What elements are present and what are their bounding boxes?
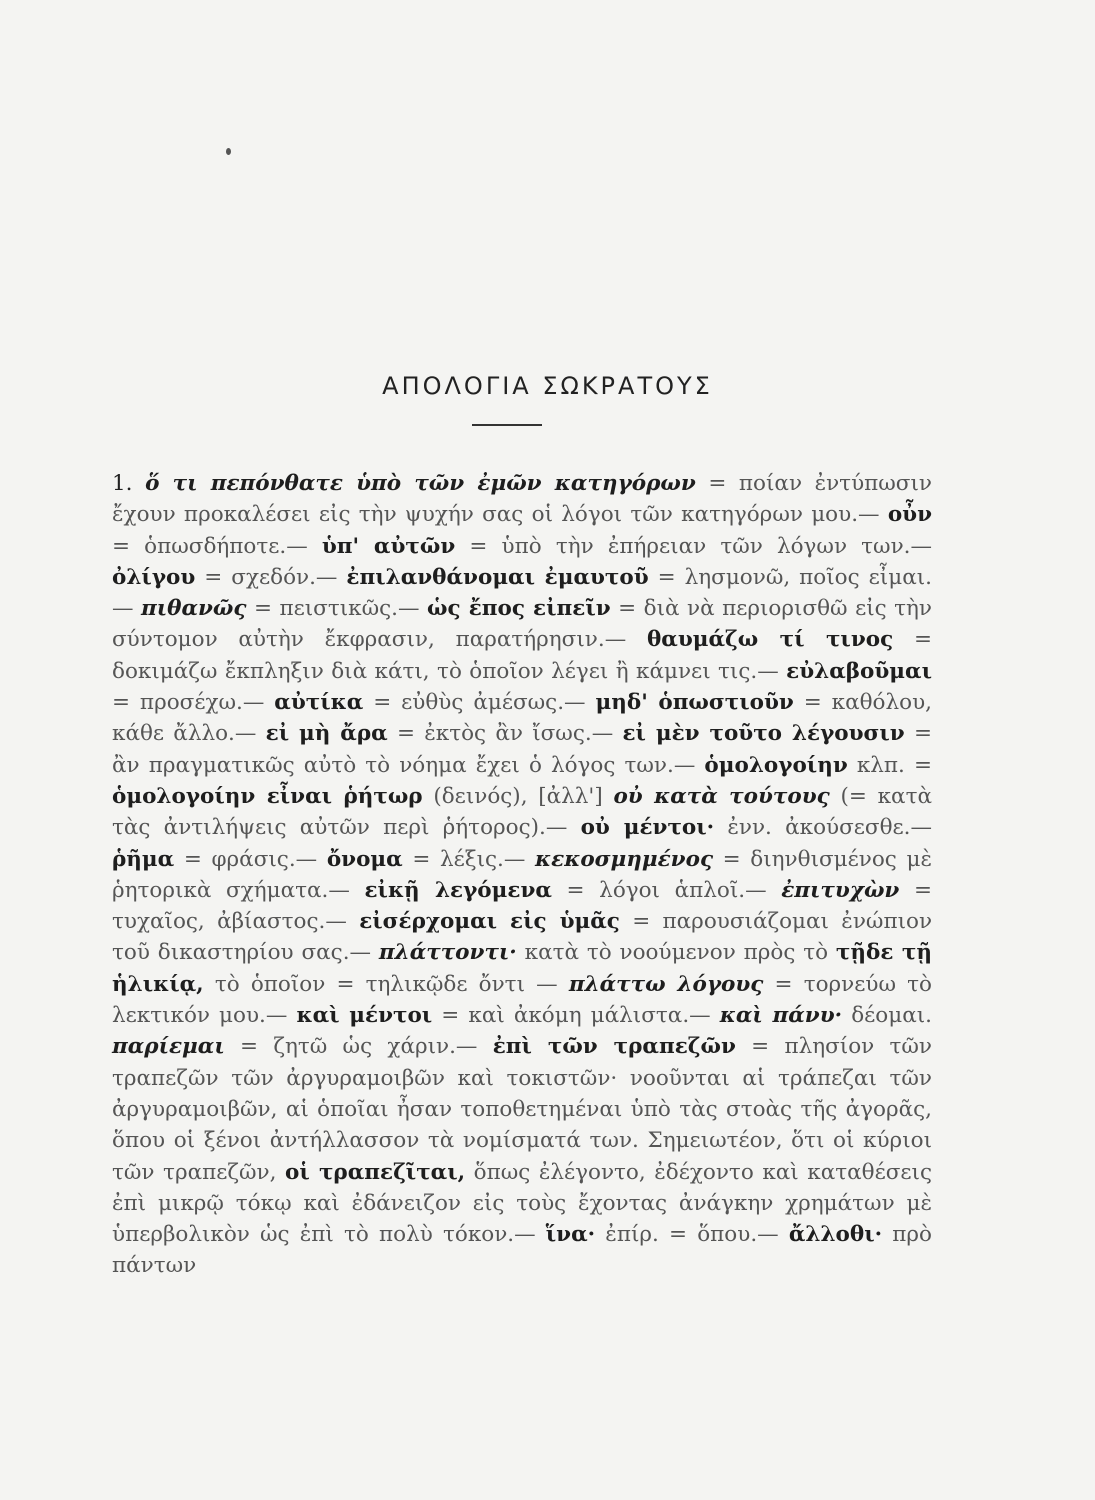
gloss-text: = καὶ ἀκόμη μάλιστα.— — [432, 1003, 720, 1029]
lemma-text: ἐπιτυχὼν — [781, 877, 900, 903]
gloss-text: = λησμονῶ, ποῖος εἶμαι.— — [112, 564, 932, 622]
lemma-text: οἱ τραπεζῖται, — [285, 1159, 466, 1185]
gloss-text: = εὐθὺς ἀμέσως.— — [363, 690, 596, 716]
gloss-text: δέομαι. — [842, 1003, 933, 1029]
lemma-text: ὁμολογοίην εἶναι ῥήτωρ — [112, 783, 423, 809]
lemma-text: ὡς ἔπος εἰπεῖν — [427, 596, 611, 622]
lemma-text: ἄλλοθι· — [788, 1222, 883, 1248]
lemma-text: παρίεμαι — [112, 1034, 225, 1060]
ink-speck — [226, 148, 231, 155]
lemma-text: ἐπὶ τῶν τραπεζῶν — [492, 1034, 736, 1060]
lemma-text: ῥῆμα — [112, 846, 175, 872]
lemma-text: πλάττω λόγους — [568, 971, 764, 997]
lemma-text: αὐτίκα — [274, 690, 364, 716]
lemma-text: καὶ μέντοι — [296, 1003, 433, 1029]
gloss-text: = παρουσιάζομαι ἐνώπιον τοῦ δικαστηρίου σας.— — [112, 909, 933, 966]
gloss-text: = ὑπὸ τὴν ἐπήρειαν τῶν λόγων των.— — [455, 533, 932, 559]
lemma-text: ἐπιλανθάνομαι ἐμαυτοῦ — [346, 564, 649, 590]
gloss-text: = ζητῶ ὡς χάριν.— — [224, 1034, 493, 1060]
gloss-text: = προσέχω.— — [112, 690, 275, 716]
gloss-text: ὅπως ἐλέγοντο, ἐδέχοντο καὶ καταθέσεις ἐπὶ μικρῷ τόκῳ καὶ ἐδάνειζον εἰς τοὺς ἔχοντας ἀνάγκην χρημάτων μὲ ὑπερβολικὸν ὡς ἐπὶ τὸ πολὺ τόκον.— — [112, 1159, 932, 1248]
gloss-text: = δοκιμάζω ἔκπληξιν διὰ κάτι, τὸ ὁποῖον λέγει ἢ κάμνει τις.— — [112, 627, 932, 684]
lemma-text: οὐ κατὰ τούτους — [613, 783, 830, 809]
gloss-text: ἐνν. ἀκούσεσθε.— — [714, 815, 932, 841]
gloss-text: = τορνεύω τὸ λεκτικόν μου.— — [112, 971, 932, 1029]
gloss-text: = σχεδόν.— — [195, 564, 347, 590]
lemma-text: εἰ μὴ ἄρα — [265, 721, 388, 747]
gloss-text: ἐπίρ. = ὅπου.— — [595, 1222, 789, 1248]
lemma-text: ἵνα· — [545, 1222, 596, 1248]
gloss-text: = λόγοι ἁπλοῖ.— — [551, 877, 782, 903]
lemma-text: θαυμάζω τί τινος — [646, 627, 894, 653]
gloss-text: = ποίαν ἐντύπωσιν ἔχουν προκαλέσει εἰς τὴν ψυχήν σας οἱ λόγοι τῶν κατηγόρων μου.— — [112, 471, 932, 528]
page-title: ΑΠΟΛΟΓΙΑ ΣΩΚΡΑΤΟΥΣ — [382, 372, 713, 400]
commentary-text — [112, 471, 932, 1278]
gloss-text: = καθόλου, κάθε ἄλλο.— — [112, 690, 932, 747]
gloss-text: = διηνθισμένος μὲ ῥητορικὰ σχήματα.— — [112, 846, 932, 903]
gloss-text: κλπ. = — [847, 752, 932, 778]
lemma-text: οὖν — [887, 502, 932, 528]
lemma-text: ὅ τι πεπόνθατε ὑπὸ τῶν ἐμῶν κατηγόρων — [145, 471, 696, 496]
gloss-text: = ἐκτὸς ἂν ἴσως.— — [387, 721, 623, 747]
gloss-text: = τυχαῖος, ἀβίαστος.— — [112, 877, 932, 935]
gloss-text: = φράσις.— — [174, 846, 327, 872]
gloss-text: = πλησίον τῶν τραπεζῶν τῶν ἀργυραμοιβῶν καὶ τοκιστῶν· νοοῦνται αἱ τράπεζαι τῶν ἀργυραμοιβῶν, αἱ ὁποῖαι ἦσαν τοποθετημέναι ὑπὸ τὰς στοὰς τῆς ἀγορᾶς, ὅπου οἱ ξένοι ἀντήλλασσον τὰ νομίσματά των. Σημειωτέον, ὅτι οἱ κύριοι τῶν τραπεζῶν, — [112, 1034, 932, 1185]
lemma-text: οὐ μέντοι· — [580, 815, 715, 841]
lemma-text: μηδ' ὁπωστιοῦν — [595, 690, 794, 716]
lemma-text: εἰσέρχομαι εἰς ὑμᾶς — [359, 909, 620, 935]
gloss-text: πρὸ πάντων — [112, 1222, 932, 1279]
lemma-text: ὀλίγου — [112, 564, 196, 590]
gloss-text: = λέξις.— — [402, 846, 536, 872]
lemma-text: εὐλαβοῦμαι — [786, 658, 932, 684]
gloss-text: (δεινός), [ἀλλ'] — [422, 783, 614, 809]
gloss-text: (= κατὰ τὰς ἀντιλήψεις αὐτῶν περὶ ῥήτορος).— — [112, 783, 932, 841]
lemma-text: ὑπ' αὐτῶν — [321, 533, 456, 559]
lemma-text: τῇδε τῇ ἡλικίᾳ, — [112, 940, 933, 997]
commentary-paragraph — [112, 468, 932, 1282]
lemma-text: εἰ μὲν τοῦτο λέγουσιν — [622, 721, 905, 747]
gloss-text: κατὰ τὸ νοούμενον πρὸς τὸ — [516, 940, 836, 966]
gloss-text: τὸ ὁποῖον = τηλικῷδε ὄντι — — [203, 971, 569, 997]
lemma-text: πλάττοντι· — [378, 940, 517, 966]
lemma-text: ὄνομα — [326, 846, 403, 872]
lemma-text: εἰκῇ λεγόμενα — [364, 877, 552, 903]
lemma-text: καὶ πάνυ· — [719, 1003, 843, 1029]
lemma-text: κεκοσμημένος — [535, 846, 714, 872]
gloss-text: = ὁπωσδήποτε.— — [112, 533, 322, 559]
gloss-text: = ἂν πραγματικῶς αὐτὸ τὸ νόημα ἔχει ὁ λόγος των.— — [112, 721, 932, 778]
lemma-text: ὁμολογοίην — [704, 752, 848, 778]
paragraph-number: 1. — [112, 471, 133, 496]
title-rule — [472, 424, 542, 426]
gloss-text: = διὰ νὰ περιορισθῶ εἰς τὴν σύντομον αὐτὴν ἔκφρασιν, παρατήρησιν.— — [112, 596, 932, 653]
lemma-text: πιθανῶς — [140, 596, 247, 622]
gloss-text: = πειστικῶς.— — [246, 596, 427, 622]
